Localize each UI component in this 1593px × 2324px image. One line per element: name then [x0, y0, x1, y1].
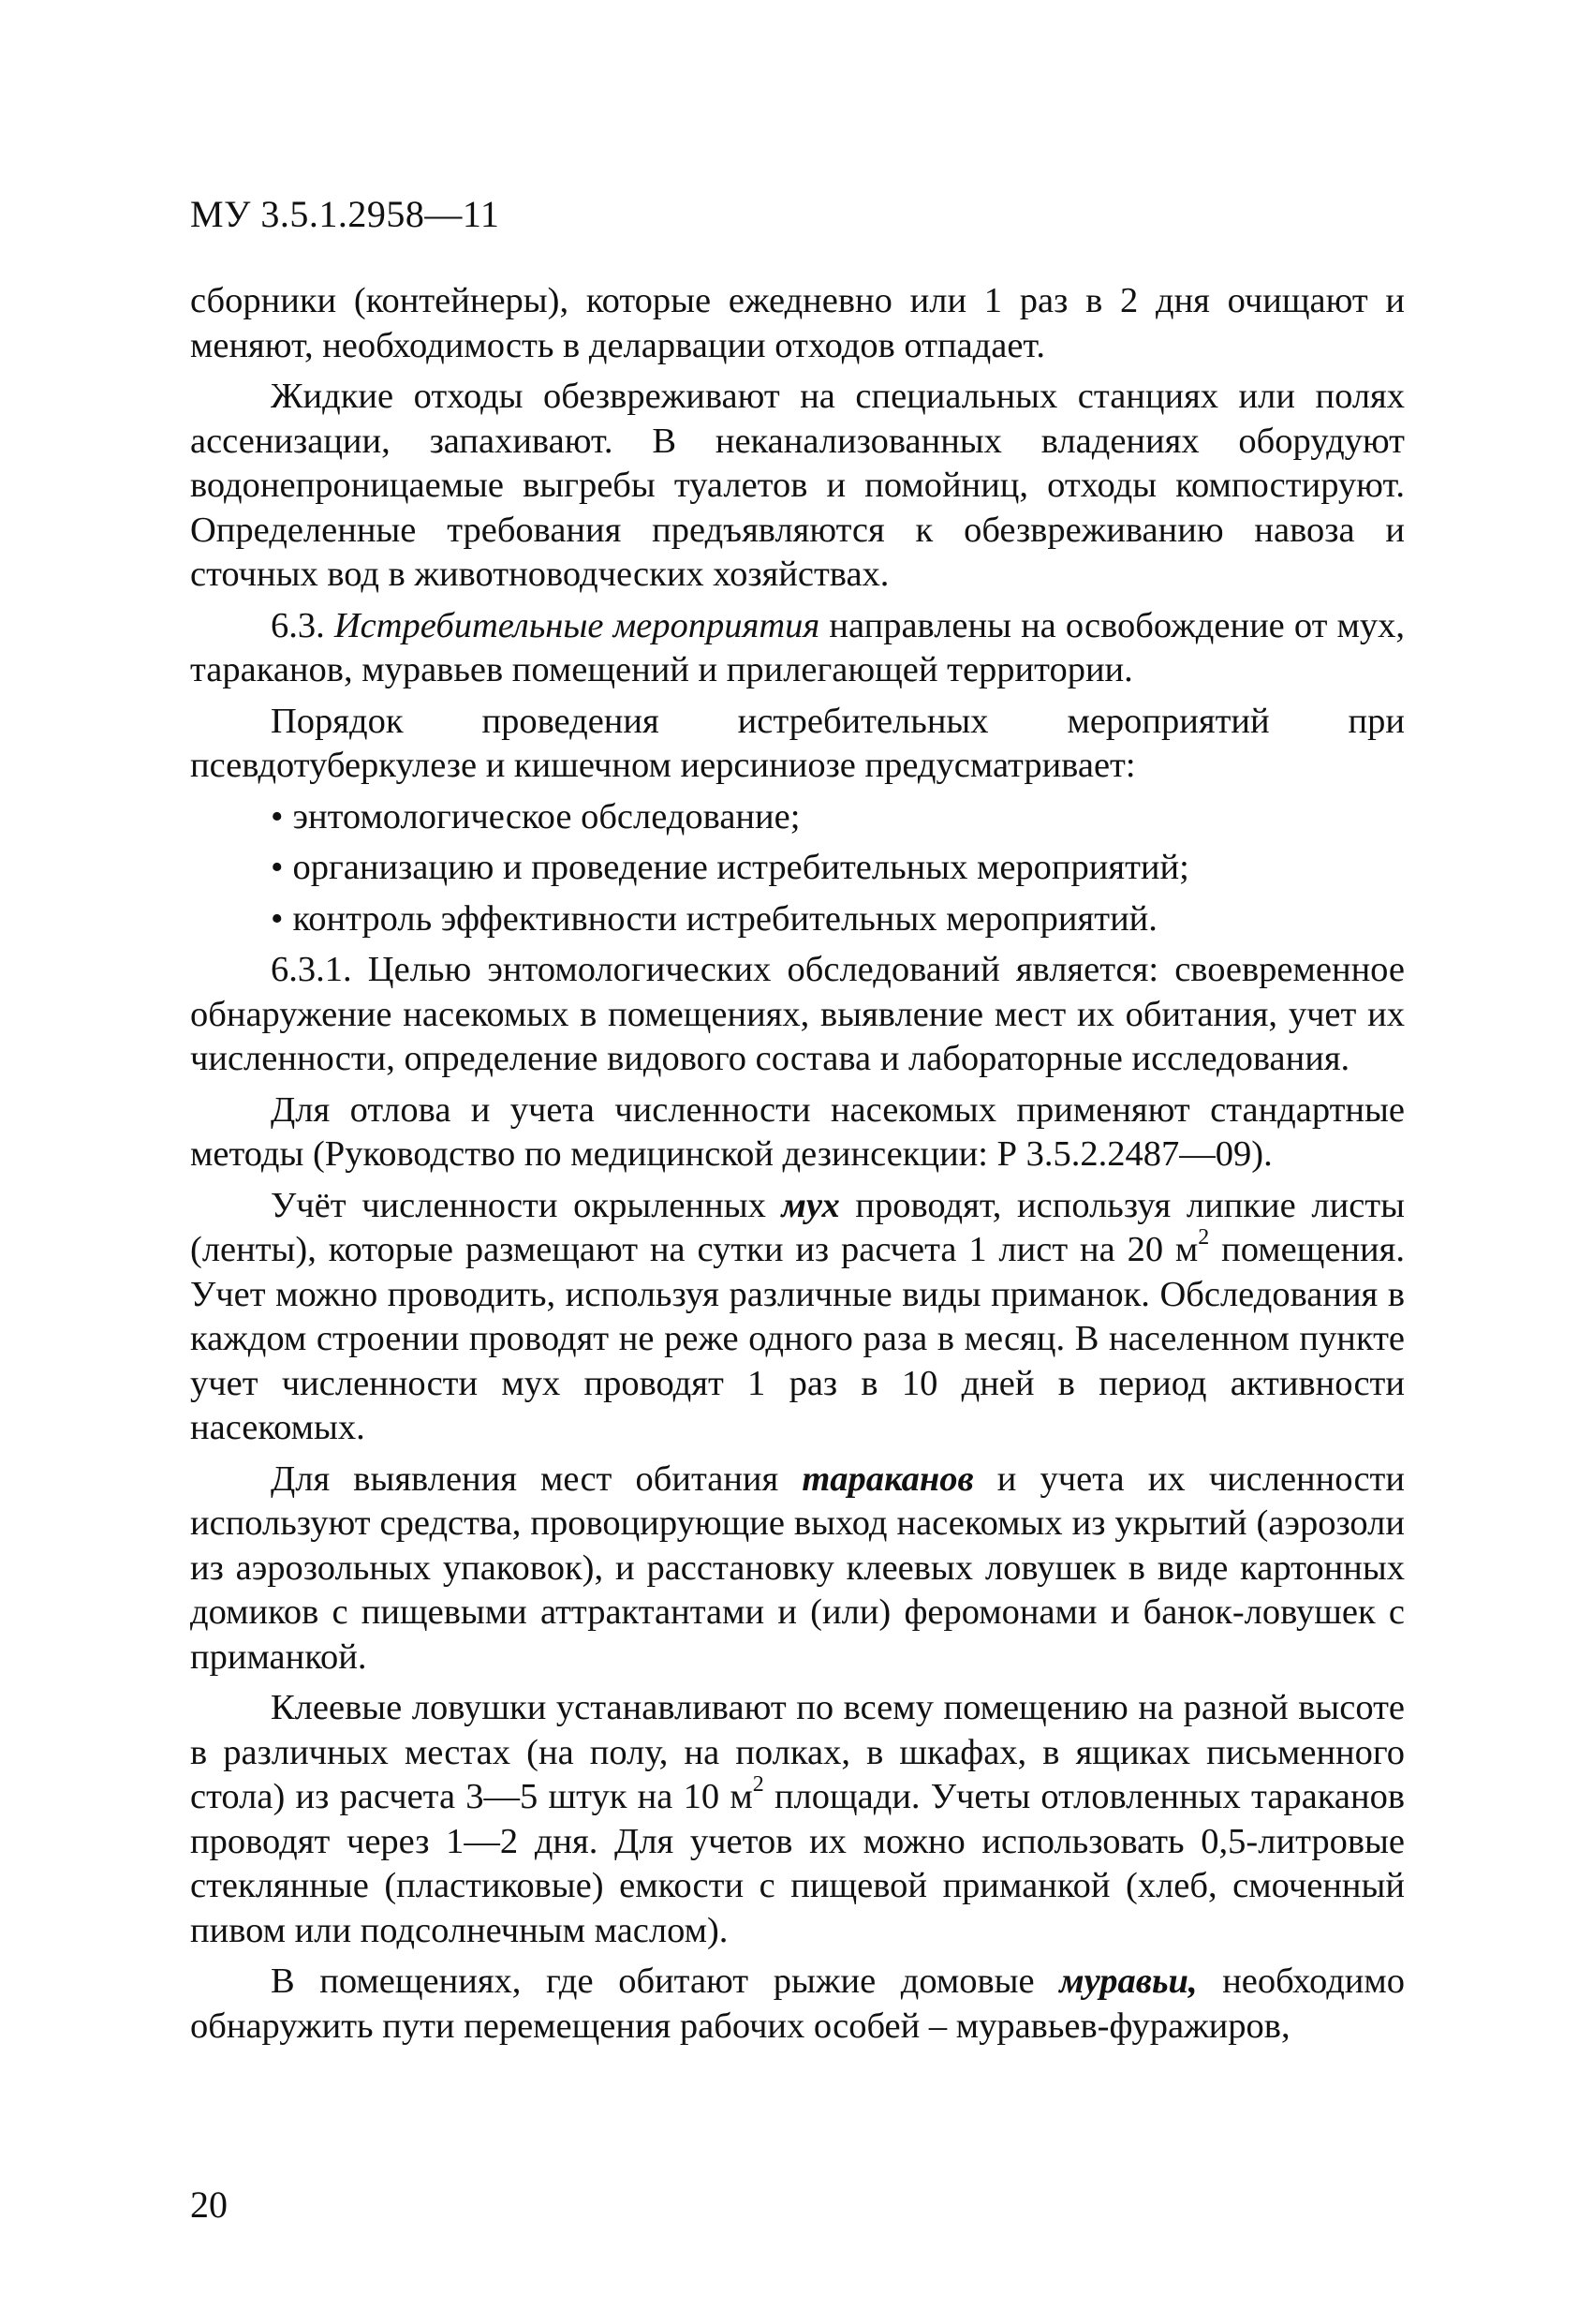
paragraph: Порядок проведения истребительных мероприятий при псевдотуберкулезе и кишечном иерсиниозе предусматривает: — [190, 701, 1405, 785]
paragraph-text: проводят, используя липкие листы (ленты), которые размещают на сутки из расчета 1 лист на 20 м — [190, 1185, 1405, 1269]
document-body — [190, 279, 1405, 2055]
list-item — [190, 846, 1405, 891]
paragraph — [190, 604, 1405, 693]
emphasis-text: тараканов — [802, 1458, 974, 1499]
bullet-icon: • — [271, 796, 284, 836]
paragraph: сборники (контейнеры), которые ежедневно или 1 раз в 2 дня очищают и меняют, необходимость в деларвации отходов отпадает. — [190, 281, 1405, 365]
list-item — [190, 795, 1405, 840]
list-item-text: контроль эффективности истребительных мероприятий. — [292, 898, 1158, 939]
paragraph: Жидкие отходы обезвреживают на специальных станциях или полях ассенизации, запахивают. В неканализованных владениях оборудуют водонепроницаемые выгребы туалетов и помойниц, отходы компостируют. Определенные требования предъявляются к обезвреживанию навоза и сточных вод в животноводческих хозяйствах. — [190, 377, 1405, 594]
paragraph — [190, 1184, 1405, 1451]
paragraph: Для отлова и учета численности насекомых применяют стандартные методы (Руководство по медицинской дезинсекции: Р 3.5.2.2487—09). — [190, 1089, 1405, 1174]
superscript: 2 — [752, 1772, 764, 1798]
paragraph — [190, 1686, 1405, 1953]
paragraph-text: направлены на освобождение от мух, тараканов, муравьев помещений и прилегающей территории. — [190, 605, 1405, 689]
superscript: 2 — [1198, 1225, 1210, 1251]
emphasis-text: муравьи, — [1059, 1961, 1198, 2001]
emphasis-text: Истребительные мероприятия — [333, 605, 820, 645]
bullet-icon: • — [271, 898, 284, 939]
paragraph — [190, 1458, 1405, 1680]
paragraph-text: площади. Учеты отловленных тараканов проводят через 1—2 дня. Для учетов их можно использовать 0,5-литровые стеклянные (пластиковые) емкости с пищевой приманкой (хлеб, смоченный пивом или подсолнечным маслом). — [190, 1777, 1405, 1950]
section-number: 6.3. — [271, 605, 334, 645]
list-item — [190, 897, 1405, 942]
document-header: МУ 3.5.1.2958—11 — [190, 193, 500, 235]
list-item-text: организацию и проведение истребительных мероприятий; — [292, 848, 1189, 887]
page-number: 20 — [190, 2183, 228, 2226]
paragraph-text: и учета их численности используют средства, провоцирующие выход насекомых из укрытий (аэрозоли из аэрозольных упаковок), и расстановку клеевых ловушек в виде картонных домиков с пищевыми аттрактантами и (или) феромонами и банок-ловушек с приманкой. — [190, 1458, 1405, 1677]
paragraph-text: Для выявления мест обитания — [271, 1458, 803, 1499]
paragraph-text: необходимо обнаружить пути перемещения рабочих особей – муравьев-фуражиров, — [190, 1961, 1406, 2046]
emphasis-text: мух — [781, 1185, 840, 1225]
bullet-icon: • — [271, 848, 284, 887]
paragraph-text: Клеевые ловушки устанавливают по всему помещению на разной высоте в различных местах (на полу, на полках, в шкафах, в ящиках письменного стола) из расчета 3—5 штук на 10 м — [190, 1688, 1405, 1816]
bullet-list — [190, 795, 1405, 942]
paragraph-text: В помещениях, где обитают рыжие домовые — [271, 1961, 1060, 2001]
paragraph: 6.3.1. Целью энтомологических обследований является: своевременное обнаружение насекомых в помещениях, выявление мест их обитания, учет их численности, определение видового состава и лабораторные исследования. — [190, 950, 1405, 1078]
paragraph-text: помещения. Учет можно проводить, используя различные виды приманок. Обследования в каждом строении проводят не реже одного раза в месяц. В населенном пункте учет численности мух проводят 1 раз в 10 дней в период активности насекомых. — [190, 1230, 1405, 1447]
paragraph — [190, 1960, 1405, 2049]
paragraph-text: Учёт численности окрыленных — [271, 1185, 782, 1225]
list-item-text: энтомологическое обследование; — [292, 796, 801, 836]
